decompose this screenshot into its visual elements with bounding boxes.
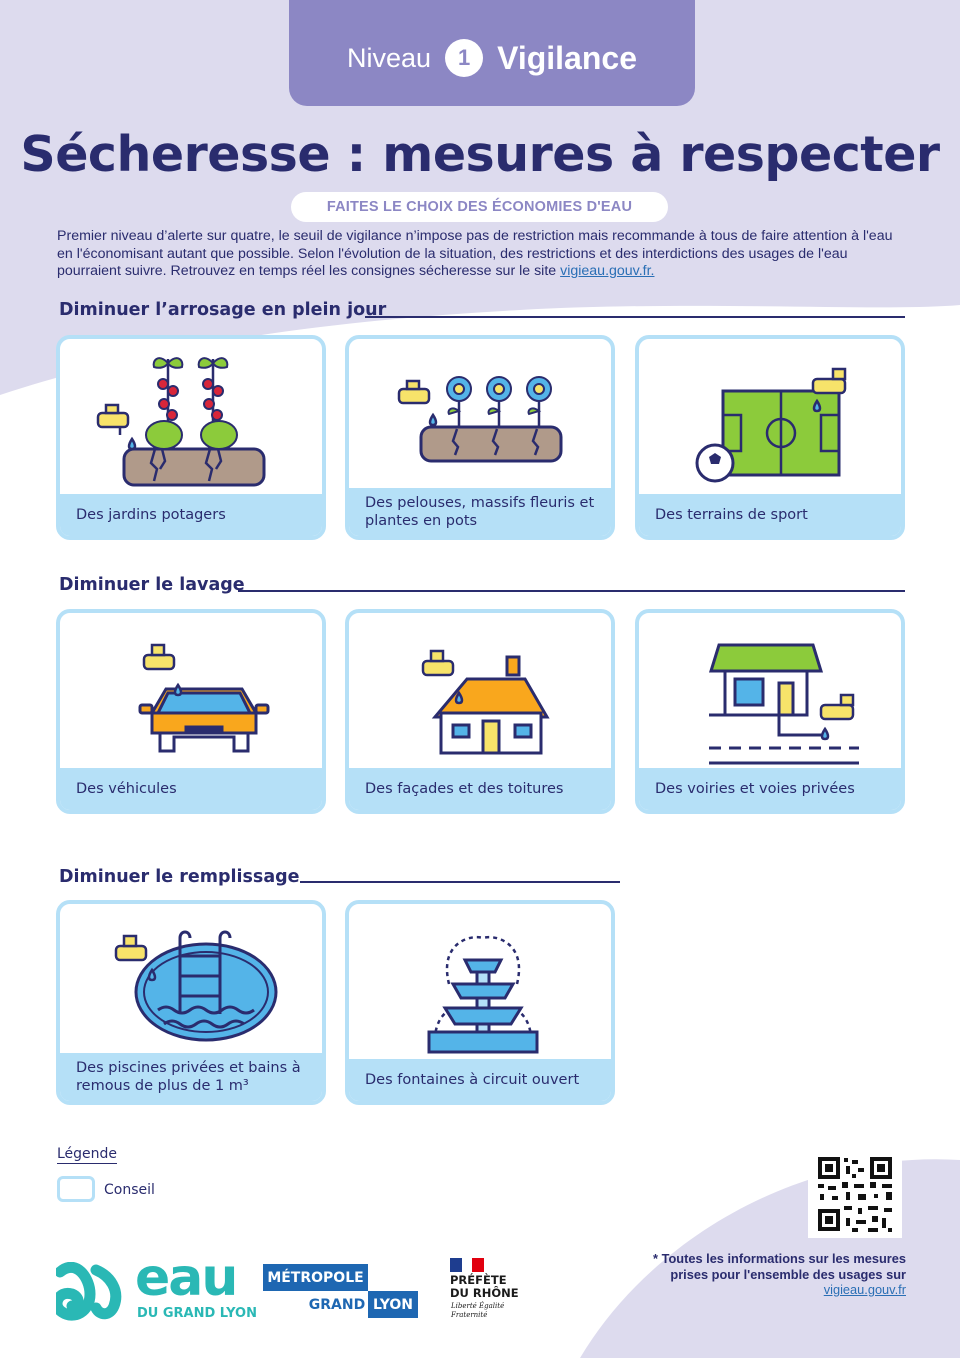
- logo-eau-subtext: DU GRAND LYON: [137, 1306, 257, 1321]
- card-piscines: [56, 900, 326, 1105]
- card-pelouses-massifs: [345, 335, 615, 540]
- card-voiries: [635, 609, 905, 814]
- card-vehicules: [56, 609, 326, 814]
- logo-eau-text: eau: [135, 1248, 237, 1308]
- legend-label: Conseil: [104, 1182, 155, 1198]
- level-name: Vigilance: [497, 39, 637, 76]
- prefet-line-2: DU RHÔNE: [450, 1286, 519, 1300]
- prefet-motto: Liberté Égalité Fraternité: [451, 1302, 505, 1319]
- card-jardins-potagers: [56, 335, 326, 540]
- subtitle-pill: FAITES LE CHOIX DES ÉCONOMIES D'EAU: [291, 192, 668, 222]
- intro-link[interactable]: vigieau.gouv.fr.: [560, 263, 655, 279]
- footer-note-text: * Toutes les informations sur les mesures prises pour l'ensemble des usages sur: [653, 1251, 906, 1282]
- card-terrains-sport: [635, 335, 905, 540]
- card-caption: Des véhicules: [60, 768, 322, 810]
- level-word: Niveau: [347, 42, 432, 73]
- pool-icon: [60, 904, 322, 1059]
- house-icon: [349, 613, 611, 768]
- card-caption: Des façades et des toitures: [349, 768, 611, 810]
- section-underline: [300, 881, 620, 883]
- logo-eau-du-grand-lyon: [56, 1248, 257, 1324]
- fountain-icon: [349, 904, 611, 1059]
- footer-link[interactable]: vigieau.gouv.fr: [823, 1282, 906, 1297]
- legend-swatch: [57, 1176, 95, 1202]
- footer-note: [620, 1251, 906, 1298]
- card-facades-toitures: [345, 609, 615, 814]
- section-title-arrosage: Diminuer l’arrosage en plein jour: [59, 300, 387, 320]
- section-title-lavage: Diminuer le lavage: [59, 575, 245, 595]
- logo-grand: GRAND: [308, 1296, 366, 1313]
- intro-text: Premier niveau d’alerte sur quatre, le seuil de vigilance n’impose pas de restriction mais recommande à tous de faire attention à l'eau en l'économisant autant que possible. Selon l'évolution de la situation, des restrictions et des interdictions des usages de l'eau pourraient suivre. Retrouvez en temps réel les consignes sécheresse sur le site: [57, 228, 893, 279]
- card-caption: Des fontaines à circuit ouvert: [349, 1059, 611, 1101]
- intro-paragraph: [57, 228, 907, 281]
- card-caption: Des jardins potagers: [60, 494, 322, 536]
- vegetable-garden-icon: [60, 339, 322, 494]
- section-title-remplissage: Diminuer le remplissage: [59, 867, 300, 887]
- legend-title: Légende: [57, 1146, 118, 1162]
- section-underline: [238, 590, 905, 592]
- sports-field-icon: [639, 339, 901, 494]
- card-caption: Des piscines privées et bains à remous de plus de 1 m³: [60, 1053, 322, 1101]
- card-caption: Des terrains de sport: [639, 494, 901, 536]
- logo-prefete-du-rhone: [450, 1256, 540, 1330]
- marianne-flag-icon: [450, 1258, 484, 1272]
- qr-code-icon[interactable]: [808, 1152, 902, 1238]
- level-number-badge: 1: [445, 39, 483, 77]
- level-tab: [289, 0, 695, 106]
- section-underline: [365, 316, 905, 318]
- logo-metropole: MÉTROPOLE: [263, 1264, 368, 1291]
- street-shop-icon: [639, 613, 901, 768]
- card-caption: Des pelouses, massifs fleuris et plantes en pots: [349, 488, 611, 536]
- water-drop-logo-icon: [56, 1262, 126, 1322]
- card-caption: Des voiries et voies privées: [639, 768, 901, 810]
- card-fontaines: [345, 900, 615, 1105]
- logo-lyon: LYON: [368, 1291, 418, 1318]
- car-icon: [60, 613, 322, 768]
- flowers-icon: [349, 339, 611, 494]
- page-title: Sécheresse : mesures à respecter: [20, 126, 940, 183]
- prefet-line-1: PRÉFÈTE: [450, 1273, 507, 1287]
